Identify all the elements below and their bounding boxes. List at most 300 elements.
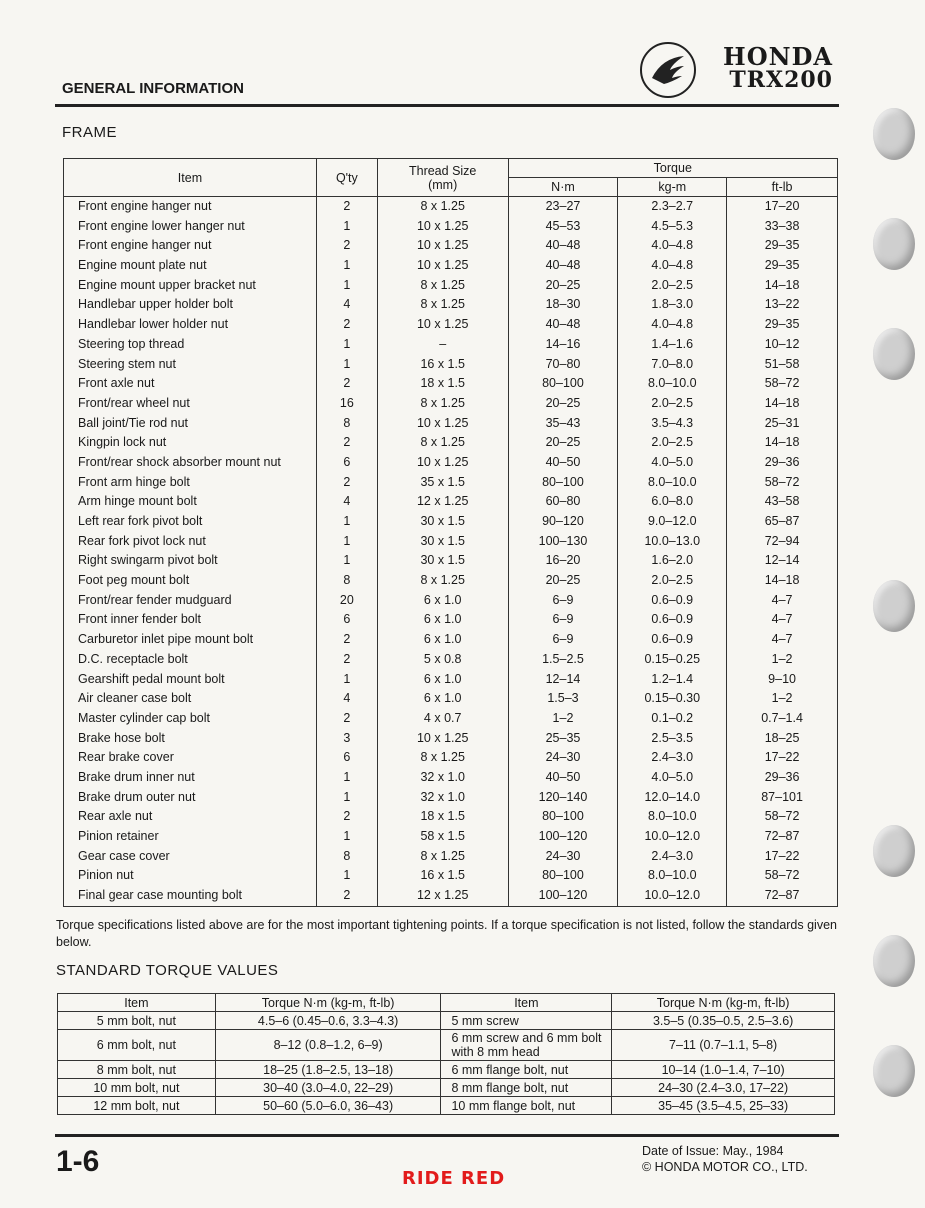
std-cell-torque: 18–25 (1.8–2.5, 13–18) bbox=[215, 1061, 441, 1079]
table-row bbox=[64, 630, 838, 650]
table-row bbox=[64, 374, 838, 394]
table-row bbox=[58, 1012, 835, 1030]
page-number: 1-6 bbox=[56, 1145, 100, 1178]
cell-item: D.C. receptacle bolt bbox=[64, 650, 317, 670]
cell-ftlb: 58–72 bbox=[727, 866, 838, 886]
cell-ftlb: 25–31 bbox=[727, 414, 838, 434]
cell-ftlb: 14–18 bbox=[727, 571, 838, 591]
table-row bbox=[64, 610, 838, 630]
cell-item: Front engine lower hanger nut bbox=[64, 217, 317, 237]
cell-ftlb: 4–7 bbox=[727, 630, 838, 650]
brand-block bbox=[723, 42, 833, 93]
cell-thread: 18 x 1.5 bbox=[377, 807, 508, 827]
cell-item: Ball joint/Tie rod nut bbox=[64, 414, 317, 434]
cell-nm: 24–30 bbox=[508, 847, 618, 867]
cell-item: Front inner fender bolt bbox=[64, 610, 317, 630]
cell-nm: 6–9 bbox=[508, 630, 618, 650]
cell-ftlb: 17–22 bbox=[727, 847, 838, 867]
cell-nm: 120–140 bbox=[508, 788, 618, 808]
cell-thread: 6 x 1.0 bbox=[377, 591, 508, 611]
cell-item: Engine mount upper bracket nut bbox=[64, 276, 317, 296]
cell-ftlb: 12–14 bbox=[727, 551, 838, 571]
cell-thread: 6 x 1.0 bbox=[377, 610, 508, 630]
cell-kgm: 2.0–2.5 bbox=[618, 433, 727, 453]
table-row bbox=[64, 886, 838, 906]
cell-nm: 70–80 bbox=[508, 355, 618, 375]
col-header-kgm: kg-m bbox=[618, 178, 727, 197]
cell-ftlb: 29–36 bbox=[727, 768, 838, 788]
cell-qty: 2 bbox=[316, 236, 377, 256]
cell-kgm: 1.8–3.0 bbox=[618, 295, 727, 315]
binder-hole-icon bbox=[873, 825, 915, 877]
std-cell-torque: 8–12 (0.8–1.2, 6–9) bbox=[215, 1030, 441, 1061]
cell-item: Air cleaner case bolt bbox=[64, 689, 317, 709]
cell-thread: 18 x 1.5 bbox=[377, 374, 508, 394]
cell-kgm: 8.0–10.0 bbox=[618, 807, 727, 827]
issue-info bbox=[642, 1143, 808, 1175]
cell-qty: 1 bbox=[316, 551, 377, 571]
table-row bbox=[64, 414, 838, 434]
cell-item: Brake drum inner nut bbox=[64, 768, 317, 788]
cell-kgm: 0.15–0.30 bbox=[618, 689, 727, 709]
cell-ftlb: 87–101 bbox=[727, 788, 838, 808]
cell-kgm: 12.0–14.0 bbox=[618, 788, 727, 808]
cell-ftlb: 17–20 bbox=[727, 197, 838, 217]
cell-qty: 1 bbox=[316, 670, 377, 690]
table-row bbox=[64, 236, 838, 256]
cell-thread: 4 x 0.7 bbox=[377, 709, 508, 729]
col-header-item: Item bbox=[64, 159, 317, 197]
cell-nm: 80–100 bbox=[508, 473, 618, 493]
cell-ftlb: 18–25 bbox=[727, 729, 838, 749]
cell-item: Gear case cover bbox=[64, 847, 317, 867]
cell-kgm: 1.2–1.4 bbox=[618, 670, 727, 690]
table-row bbox=[64, 315, 838, 335]
cell-ftlb: 58–72 bbox=[727, 374, 838, 394]
std-col-item: Item bbox=[58, 994, 216, 1012]
cell-kgm: 2.5–3.5 bbox=[618, 729, 727, 749]
cell-item: Final gear case mounting bolt bbox=[64, 886, 317, 906]
cell-qty: 2 bbox=[316, 433, 377, 453]
std-cell-torque: 4.5–6 (0.45–0.6, 3.3–4.3) bbox=[215, 1012, 441, 1030]
cell-item: Brake drum outer nut bbox=[64, 788, 317, 808]
cell-qty: 1 bbox=[316, 256, 377, 276]
cell-qty: 1 bbox=[316, 866, 377, 886]
table-row bbox=[64, 532, 838, 552]
binder-hole-icon bbox=[873, 218, 915, 270]
binder-hole-icon bbox=[873, 328, 915, 380]
cell-thread: 30 x 1.5 bbox=[377, 551, 508, 571]
cell-ftlb: 10–12 bbox=[727, 335, 838, 355]
cell-qty: 2 bbox=[316, 630, 377, 650]
issue-date: Date of Issue: May., 1984 bbox=[642, 1144, 784, 1158]
cell-nm: 20–25 bbox=[508, 394, 618, 414]
cell-nm: 12–14 bbox=[508, 670, 618, 690]
table-row bbox=[64, 768, 838, 788]
cell-ftlb: 14–18 bbox=[727, 394, 838, 414]
std-col-item-2: Item bbox=[441, 994, 612, 1012]
cell-qty: 1 bbox=[316, 827, 377, 847]
cell-qty: 1 bbox=[316, 355, 377, 375]
cell-item: Front arm hinge bolt bbox=[64, 473, 317, 493]
cell-kgm: 4.0–5.0 bbox=[618, 768, 727, 788]
cell-ftlb: 29–36 bbox=[727, 453, 838, 473]
table-row bbox=[64, 709, 838, 729]
table-row bbox=[64, 433, 838, 453]
cell-item: Pinion retainer bbox=[64, 827, 317, 847]
cell-ftlb: 65–87 bbox=[727, 512, 838, 532]
cell-ftlb: 29–35 bbox=[727, 315, 838, 335]
ride-red-watermark: RIDE RED bbox=[402, 1168, 506, 1189]
cell-kgm: 9.0–12.0 bbox=[618, 512, 727, 532]
cell-item: Steering stem nut bbox=[64, 355, 317, 375]
cell-nm: 45–53 bbox=[508, 217, 618, 237]
std-cell-item: 6 mm bolt, nut bbox=[58, 1030, 216, 1061]
cell-item: Front/rear shock absorber mount nut bbox=[64, 453, 317, 473]
cell-nm: 80–100 bbox=[508, 374, 618, 394]
table-row bbox=[58, 1079, 835, 1097]
cell-qty: 4 bbox=[316, 689, 377, 709]
cell-qty: 2 bbox=[316, 709, 377, 729]
cell-ftlb: 9–10 bbox=[727, 670, 838, 690]
cell-nm: 40–50 bbox=[508, 768, 618, 788]
copyright: © HONDA MOTOR CO., LTD. bbox=[642, 1160, 808, 1174]
cell-ftlb: 72–87 bbox=[727, 827, 838, 847]
cell-ftlb: 4–7 bbox=[727, 591, 838, 611]
table-row bbox=[64, 591, 838, 611]
std-cell-item-2: 5 mm screw bbox=[441, 1012, 612, 1030]
cell-thread: 32 x 1.0 bbox=[377, 788, 508, 808]
cell-kgm: 2.4–3.0 bbox=[618, 748, 727, 768]
cell-kgm: 10.0–12.0 bbox=[618, 886, 727, 906]
page-section-title: GENERAL INFORMATION bbox=[62, 80, 244, 97]
table-row bbox=[64, 355, 838, 375]
std-cell-torque: 50–60 (5.0–6.0, 36–43) bbox=[215, 1097, 441, 1115]
cell-thread: 16 x 1.5 bbox=[377, 355, 508, 375]
cell-qty: 2 bbox=[316, 315, 377, 335]
std-cell-item-2: 6 mm screw and 6 mm bolt with 8 mm head bbox=[441, 1030, 612, 1061]
table-row bbox=[64, 256, 838, 276]
cell-nm: 20–25 bbox=[508, 571, 618, 591]
cell-qty: 1 bbox=[316, 276, 377, 296]
std-cell-torque-2: 24–30 (2.4–3.0, 17–22) bbox=[612, 1079, 835, 1097]
cell-thread: 30 x 1.5 bbox=[377, 512, 508, 532]
cell-thread: 8 x 1.25 bbox=[377, 433, 508, 453]
cell-kgm: 4.0–4.8 bbox=[618, 236, 727, 256]
cell-qty: 3 bbox=[316, 729, 377, 749]
cell-kgm: 4.0–4.8 bbox=[618, 315, 727, 335]
cell-thread: 8 x 1.25 bbox=[377, 571, 508, 591]
cell-kgm: 2.0–2.5 bbox=[618, 276, 727, 296]
cell-item: Handlebar upper holder bolt bbox=[64, 295, 317, 315]
cell-nm: 80–100 bbox=[508, 866, 618, 886]
cell-qty: 2 bbox=[316, 473, 377, 493]
std-cell-torque-2: 3.5–5 (0.35–0.5, 2.5–3.6) bbox=[612, 1012, 835, 1030]
cell-ftlb: 14–18 bbox=[727, 433, 838, 453]
cell-thread: 12 x 1.25 bbox=[377, 886, 508, 906]
cell-thread: 8 x 1.25 bbox=[377, 276, 508, 296]
binder-hole-icon bbox=[873, 935, 915, 987]
cell-thread: 10 x 1.25 bbox=[377, 414, 508, 434]
cell-item: Front axle nut bbox=[64, 374, 317, 394]
cell-ftlb: 72–94 bbox=[727, 532, 838, 552]
cell-ftlb: 13–22 bbox=[727, 295, 838, 315]
cell-item: Handlebar lower holder nut bbox=[64, 315, 317, 335]
table-row bbox=[64, 453, 838, 473]
cell-ftlb: 33–38 bbox=[727, 217, 838, 237]
cell-kgm: 8.0–10.0 bbox=[618, 473, 727, 493]
table-row bbox=[64, 197, 838, 217]
cell-nm: 60–80 bbox=[508, 492, 618, 512]
cell-kgm: 8.0–10.0 bbox=[618, 374, 727, 394]
col-header-thread-line2: (mm) bbox=[428, 177, 458, 192]
cell-ftlb: 29–35 bbox=[727, 256, 838, 276]
std-cell-item-2: 10 mm flange bolt, nut bbox=[441, 1097, 612, 1115]
cell-nm: 100–120 bbox=[508, 886, 618, 906]
cell-ftlb: 4–7 bbox=[727, 610, 838, 630]
table-row bbox=[64, 335, 838, 355]
cell-nm: 100–120 bbox=[508, 827, 618, 847]
cell-qty: 1 bbox=[316, 335, 377, 355]
cell-kgm: 4.0–5.0 bbox=[618, 453, 727, 473]
std-cell-item: 10 mm bolt, nut bbox=[58, 1079, 216, 1097]
std-cell-item: 8 mm bolt, nut bbox=[58, 1061, 216, 1079]
cell-nm: 16–20 bbox=[508, 551, 618, 571]
table-row bbox=[64, 827, 838, 847]
table-row bbox=[58, 1097, 835, 1115]
table-row bbox=[64, 807, 838, 827]
binder-hole-icon bbox=[873, 580, 915, 632]
cell-ftlb: 1–2 bbox=[727, 689, 838, 709]
cell-qty: 1 bbox=[316, 217, 377, 237]
cell-thread: 12 x 1.25 bbox=[377, 492, 508, 512]
cell-nm: 40–48 bbox=[508, 256, 618, 276]
cell-kgm: 6.0–8.0 bbox=[618, 492, 727, 512]
cell-ftlb: 51–58 bbox=[727, 355, 838, 375]
cell-nm: 80–100 bbox=[508, 807, 618, 827]
cell-item: Kingpin lock nut bbox=[64, 433, 317, 453]
cell-kgm: 10.0–13.0 bbox=[618, 532, 727, 552]
cell-thread: 8 x 1.25 bbox=[377, 847, 508, 867]
cell-kgm: 3.5–4.3 bbox=[618, 414, 727, 434]
table-row bbox=[58, 1061, 835, 1079]
std-col-torque: Torque N·m (kg-m, ft-lb) bbox=[215, 994, 441, 1012]
model-name: TRX200 bbox=[729, 67, 833, 93]
cell-kgm: 0.6–0.9 bbox=[618, 591, 727, 611]
table-row bbox=[64, 650, 838, 670]
cell-qty: 8 bbox=[316, 571, 377, 591]
table-row bbox=[64, 571, 838, 591]
frame-section-title: FRAME bbox=[62, 124, 117, 141]
cell-item: Right swingarm pivot bolt bbox=[64, 551, 317, 571]
cell-nm: 14–16 bbox=[508, 335, 618, 355]
std-cell-item: 5 mm bolt, nut bbox=[58, 1012, 216, 1030]
cell-kgm: 2.0–2.5 bbox=[618, 571, 727, 591]
cell-item: Front/rear fender mudguard bbox=[64, 591, 317, 611]
cell-kgm: 2.3–2.7 bbox=[618, 197, 727, 217]
cell-kgm: 8.0–10.0 bbox=[618, 866, 727, 886]
table-row bbox=[64, 670, 838, 690]
cell-kgm: 4.5–5.3 bbox=[618, 217, 727, 237]
cell-ftlb: 72–87 bbox=[727, 886, 838, 906]
cell-item: Master cylinder cap bolt bbox=[64, 709, 317, 729]
table-row bbox=[64, 473, 838, 493]
cell-ftlb: 58–72 bbox=[727, 473, 838, 493]
std-cell-torque: 30–40 (3.0–4.0, 22–29) bbox=[215, 1079, 441, 1097]
std-cell-item: 12 mm bolt, nut bbox=[58, 1097, 216, 1115]
table-row bbox=[64, 689, 838, 709]
cell-kgm: 0.1–0.2 bbox=[618, 709, 727, 729]
cell-kgm: 4.0–4.8 bbox=[618, 256, 727, 276]
cell-item: Front engine hanger nut bbox=[64, 197, 317, 217]
torque-note: Torque specifications listed above are for the most important tightening points. If a torque specification is not listed, follow the standards given below. bbox=[56, 918, 837, 949]
cell-ftlb: 29–35 bbox=[727, 236, 838, 256]
std-cell-torque-2: 10–14 (1.0–1.4, 7–10) bbox=[612, 1061, 835, 1079]
cell-qty: 1 bbox=[316, 532, 377, 552]
cell-nm: 18–30 bbox=[508, 295, 618, 315]
cell-thread: 30 x 1.5 bbox=[377, 532, 508, 552]
std-cell-torque-2: 35–45 (3.5–4.5, 25–33) bbox=[612, 1097, 835, 1115]
cell-thread: 6 x 1.0 bbox=[377, 670, 508, 690]
cell-thread: 6 x 1.0 bbox=[377, 689, 508, 709]
col-header-nm: N·m bbox=[508, 178, 618, 197]
cell-nm: 35–43 bbox=[508, 414, 618, 434]
cell-item: Rear axle nut bbox=[64, 807, 317, 827]
cell-ftlb: 0.7–1.4 bbox=[727, 709, 838, 729]
cell-thread: 10 x 1.25 bbox=[377, 236, 508, 256]
cell-nm: 1.5–2.5 bbox=[508, 650, 618, 670]
cell-thread: 10 x 1.25 bbox=[377, 729, 508, 749]
cell-qty: 8 bbox=[316, 414, 377, 434]
standard-torque-table bbox=[57, 993, 835, 1115]
cell-qty: 16 bbox=[316, 394, 377, 414]
cell-nm: 90–120 bbox=[508, 512, 618, 532]
frame-torque-table bbox=[63, 158, 838, 907]
cell-item: Pinion nut bbox=[64, 866, 317, 886]
footer-divider bbox=[55, 1134, 839, 1137]
table-row bbox=[64, 492, 838, 512]
std-cell-item-2: 8 mm flange bolt, nut bbox=[441, 1079, 612, 1097]
cell-qty: 4 bbox=[316, 492, 377, 512]
cell-thread: 10 x 1.25 bbox=[377, 256, 508, 276]
table-row bbox=[64, 847, 838, 867]
brand-name: HONDA bbox=[723, 42, 833, 71]
col-header-thread bbox=[377, 159, 508, 197]
cell-thread: – bbox=[377, 335, 508, 355]
cell-qty: 2 bbox=[316, 650, 377, 670]
cell-nm: 20–25 bbox=[508, 433, 618, 453]
cell-nm: 1.5–3 bbox=[508, 689, 618, 709]
cell-item: Gearshift pedal mount bolt bbox=[64, 670, 317, 690]
cell-thread: 6 x 1.0 bbox=[377, 630, 508, 650]
cell-nm: 100–130 bbox=[508, 532, 618, 552]
cell-qty: 2 bbox=[316, 886, 377, 906]
cell-thread: 35 x 1.5 bbox=[377, 473, 508, 493]
cell-kgm: 0.15–0.25 bbox=[618, 650, 727, 670]
cell-thread: 5 x 0.8 bbox=[377, 650, 508, 670]
cell-thread: 8 x 1.25 bbox=[377, 748, 508, 768]
cell-qty: 8 bbox=[316, 847, 377, 867]
cell-item: Left rear fork pivot bolt bbox=[64, 512, 317, 532]
cell-thread: 8 x 1.25 bbox=[377, 197, 508, 217]
cell-kgm: 2.0–2.5 bbox=[618, 394, 727, 414]
cell-qty: 1 bbox=[316, 768, 377, 788]
table-row bbox=[64, 551, 838, 571]
table-row bbox=[64, 788, 838, 808]
table-row bbox=[64, 217, 838, 237]
cell-thread: 10 x 1.25 bbox=[377, 217, 508, 237]
cell-thread: 58 x 1.5 bbox=[377, 827, 508, 847]
cell-item: Arm hinge mount bolt bbox=[64, 492, 317, 512]
cell-item: Foot peg mount bolt bbox=[64, 571, 317, 591]
cell-item: Engine mount plate nut bbox=[64, 256, 317, 276]
cell-item: Front engine hanger nut bbox=[64, 236, 317, 256]
table-row bbox=[58, 1030, 835, 1061]
cell-item: Brake hose bolt bbox=[64, 729, 317, 749]
cell-kgm: 1.4–1.6 bbox=[618, 335, 727, 355]
cell-nm: 1–2 bbox=[508, 709, 618, 729]
std-col-torque-2: Torque N·m (kg-m, ft-lb) bbox=[612, 994, 835, 1012]
std-cell-item-2: 6 mm flange bolt, nut bbox=[441, 1061, 612, 1079]
col-header-qty: Q'ty bbox=[316, 159, 377, 197]
cell-nm: 24–30 bbox=[508, 748, 618, 768]
cell-nm: 40–50 bbox=[508, 453, 618, 473]
cell-qty: 2 bbox=[316, 374, 377, 394]
cell-item: Rear brake cover bbox=[64, 748, 317, 768]
cell-qty: 6 bbox=[316, 610, 377, 630]
table-row bbox=[64, 866, 838, 886]
cell-thread: 10 x 1.25 bbox=[377, 315, 508, 335]
cell-nm: 25–35 bbox=[508, 729, 618, 749]
honda-wing-logo-icon bbox=[640, 42, 696, 98]
cell-qty: 6 bbox=[316, 453, 377, 473]
cell-kgm: 1.6–2.0 bbox=[618, 551, 727, 571]
col-header-torque: Torque bbox=[508, 159, 837, 178]
cell-item: Front/rear wheel nut bbox=[64, 394, 317, 414]
cell-qty: 2 bbox=[316, 197, 377, 217]
header-divider bbox=[55, 104, 839, 107]
cell-thread: 32 x 1.0 bbox=[377, 768, 508, 788]
cell-thread: 8 x 1.25 bbox=[377, 394, 508, 414]
cell-kgm: 0.6–0.9 bbox=[618, 630, 727, 650]
cell-qty: 6 bbox=[316, 748, 377, 768]
standard-section-title: STANDARD TORQUE VALUES bbox=[56, 962, 279, 979]
std-cell-torque-2: 7–11 (0.7–1.1, 5–8) bbox=[612, 1030, 835, 1061]
binder-hole-icon bbox=[873, 108, 915, 160]
cell-qty: 20 bbox=[316, 591, 377, 611]
cell-thread: 10 x 1.25 bbox=[377, 453, 508, 473]
cell-ftlb: 58–72 bbox=[727, 807, 838, 827]
table-row bbox=[64, 276, 838, 296]
table-row bbox=[64, 394, 838, 414]
cell-qty: 4 bbox=[316, 295, 377, 315]
cell-ftlb: 1–2 bbox=[727, 650, 838, 670]
table-row bbox=[64, 512, 838, 532]
table-row bbox=[64, 729, 838, 749]
table-row bbox=[64, 295, 838, 315]
cell-kgm: 2.4–3.0 bbox=[618, 847, 727, 867]
cell-item: Steering top thread bbox=[64, 335, 317, 355]
cell-kgm: 0.6–0.9 bbox=[618, 610, 727, 630]
cell-qty: 1 bbox=[316, 788, 377, 808]
cell-item: Carburetor inlet pipe mount bolt bbox=[64, 630, 317, 650]
cell-nm: 40–48 bbox=[508, 315, 618, 335]
cell-kgm: 10.0–12.0 bbox=[618, 827, 727, 847]
cell-nm: 20–25 bbox=[508, 276, 618, 296]
col-header-ftlb: ft-lb bbox=[727, 178, 838, 197]
cell-nm: 6–9 bbox=[508, 591, 618, 611]
table-row bbox=[64, 748, 838, 768]
